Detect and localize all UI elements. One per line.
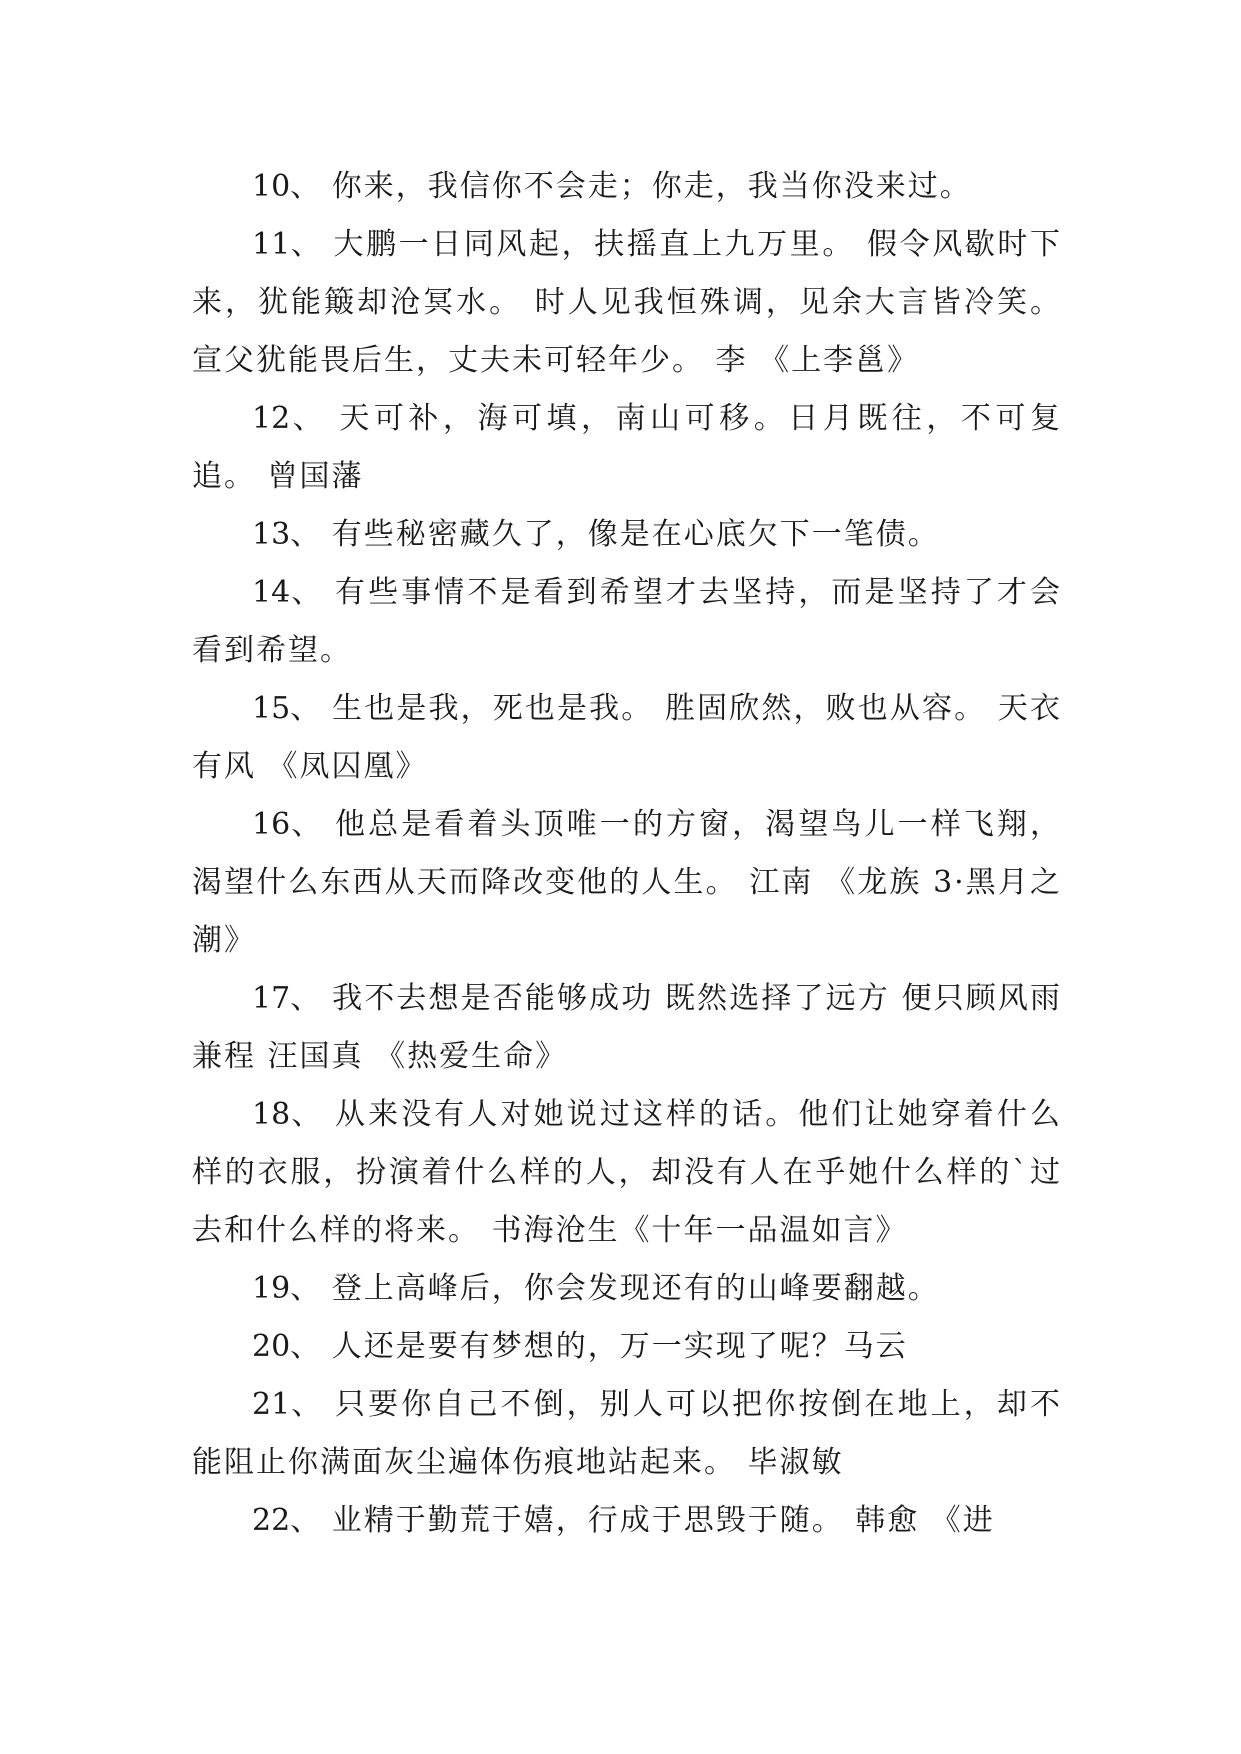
item-number: 19、 bbox=[252, 1271, 321, 1306]
quote-list bbox=[192, 158, 1062, 1550]
item-number: 18、 bbox=[252, 1097, 323, 1132]
item-text: 有些事情不是看到希望才去坚持，而是坚持了才会看到希望。 bbox=[192, 575, 1062, 668]
item-text: 登上高峰后，你会发现还有的山峰要翻越。 bbox=[331, 1271, 940, 1306]
item-number: 13、 bbox=[252, 517, 321, 552]
item-text: 人还是要有梦想的，万一实现了呢？马云 bbox=[331, 1329, 908, 1364]
item-text: 生也是我，死也是我。 胜固欣然，败也从容。 天衣有风 《凤囚凰》 bbox=[192, 691, 1062, 784]
item-text: 你来，我信你不会走；你走，我当你没来过。 bbox=[331, 169, 972, 204]
item-text: 天可补，海可填，南山可移。日月既往，不可复追。 曾国藩 bbox=[192, 401, 1062, 494]
item-number: 15、 bbox=[252, 691, 321, 726]
item-text: 我不去想是否能够成功 既然选择了远方 便只顾风雨兼程 汪国真 《热爱生命》 bbox=[192, 981, 1062, 1074]
item-number: 22、 bbox=[252, 1503, 321, 1538]
list-item bbox=[192, 506, 1062, 564]
list-item bbox=[192, 1318, 1062, 1376]
item-number: 11、 bbox=[252, 227, 322, 262]
item-number: 10、 bbox=[252, 169, 321, 204]
list-item bbox=[192, 680, 1062, 796]
item-number: 12、 bbox=[252, 401, 326, 436]
list-item bbox=[192, 564, 1062, 680]
list-item bbox=[192, 970, 1062, 1086]
item-text: 只要你自己不倒，别人可以把你按倒在地上，却不能阻止你满面灰尘遍体伤痕地站起来。 毕淑敏 bbox=[192, 1387, 1062, 1480]
list-item bbox=[192, 390, 1062, 506]
list-item bbox=[192, 1492, 1062, 1550]
item-number: 17、 bbox=[252, 981, 321, 1016]
item-text: 从来没有人对她说过这样的话。他们让她穿着什么样的衣服，扮演着什么样的人，却没有人在乎她什么样的`过去和什么样的将来。 书海沧生《十年一品温如言》 bbox=[192, 1097, 1062, 1248]
list-item bbox=[192, 1260, 1062, 1318]
item-number: 21、 bbox=[252, 1387, 323, 1422]
item-text: 大鹏一日同风起，扶摇直上九万里。 假令风歇时下来，犹能簸却沧冥水。 时人见我恒殊调，见余大言皆冷笑。 宣父犹能畏后生，丈夫未可轻年少。 李 《上李邕》 bbox=[192, 227, 1062, 378]
list-item bbox=[192, 216, 1062, 390]
item-number: 14、 bbox=[252, 575, 323, 610]
item-text: 他总是看着头顶唯一的方窗，渴望鸟儿一样飞翔，渴望什么东西从天而降改变他的人生。 江南 《龙族 3·黑月之潮》 bbox=[192, 807, 1062, 958]
item-number: 16、 bbox=[252, 807, 323, 842]
list-item bbox=[192, 158, 1062, 216]
list-item bbox=[192, 1376, 1062, 1492]
item-text: 有些秘密藏久了，像是在心底欠下一笔债。 bbox=[331, 517, 940, 552]
item-number: 20、 bbox=[252, 1329, 321, 1364]
list-item bbox=[192, 1086, 1062, 1260]
item-text: 业精于勤荒于嬉，行成于思毁于随。 韩愈 《进 bbox=[331, 1503, 995, 1538]
list-item bbox=[192, 796, 1062, 970]
